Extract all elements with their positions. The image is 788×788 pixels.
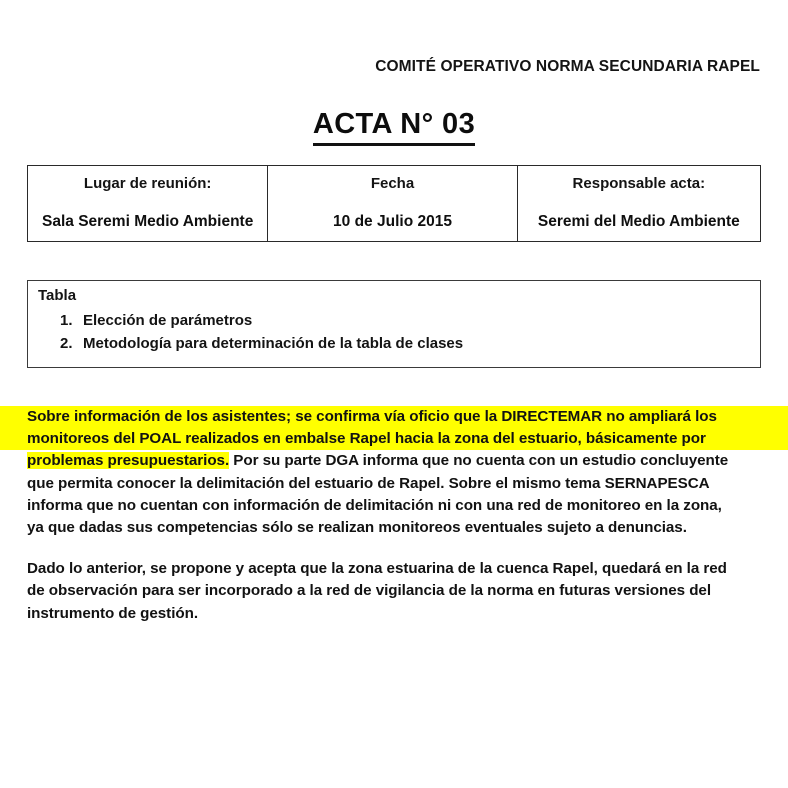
paragraph-line: informa que no cuentan con información de delimitación ni con una red de monitoreo en la zona, (27, 496, 722, 514)
paragraph-two (0, 558, 788, 625)
paragraph-line: que permita conocer la delimitación del estuario de Rapel. Sobre el mismo tema SERNAPESCA (27, 474, 710, 492)
paragraph-line: ya que dadas sus competencias sólo se realizan monitoreos eventuales sujeto a denuncias. (27, 519, 687, 537)
table-header-responsable: Responsable acta: (572, 175, 706, 192)
paragraph-line-plain-fragment: Por su parte DGA informa que no cuenta con un estudio concluyente (229, 452, 729, 470)
list-item (38, 332, 750, 355)
agenda-item-label: Metodología para determinación de la tabla de clases (83, 335, 464, 352)
document-title-container (0, 108, 788, 146)
paragraph-line-highlighted: Sobre información de los asistentes; se confirma vía oficio que la DIRECTEMAR no ampliará los (0, 406, 788, 428)
table-value-fecha: 10 de Julio 2015 (333, 213, 452, 231)
document-header: COMITÉ OPERATIVO NORMA SECUNDARIA RAPEL (375, 58, 760, 75)
list-item (38, 309, 750, 332)
table-header-lugar: Lugar de reunión: (83, 175, 212, 192)
table-cell-responsable (518, 166, 760, 241)
table-header-fecha: Fecha (370, 175, 415, 192)
agenda-box (27, 280, 761, 368)
table-cell-lugar (28, 166, 268, 241)
paragraph-line: de observación para ser incorporado a la red de vigilancia de la norma en futuras versiones del (27, 582, 711, 600)
document-body (0, 406, 788, 625)
paragraph-line: instrumento de gestión. (27, 604, 198, 622)
paragraph-line-mixed (0, 450, 788, 472)
table-cell-fecha (268, 166, 517, 241)
agenda-list (38, 309, 750, 356)
table-value-lugar: Sala Seremi Medio Ambiente (42, 213, 254, 231)
agenda-title: Tabla (38, 287, 77, 304)
page-title: ACTA N° 03 (313, 108, 475, 146)
paragraph-one (0, 406, 788, 539)
agenda-item-number: 2. (60, 335, 73, 352)
paragraph-line-highlighted: monitoreos del POAL realizados en embalse Rapel hacia la zona del estuario, básicamente por (0, 428, 788, 450)
meeting-info-table (27, 165, 761, 242)
highlight-end-fragment: problemas presupuestarios. (27, 452, 230, 470)
table-value-responsable: Seremi del Medio Ambiente (537, 213, 740, 231)
paragraph-line: Dado lo anterior, se propone y acepta que la zona estuarina de la cuenca Rapel, quedará en la red (27, 560, 727, 578)
agenda-item-number: 1. (60, 311, 73, 329)
agenda-item-label: Elección de parámetros (83, 311, 253, 329)
